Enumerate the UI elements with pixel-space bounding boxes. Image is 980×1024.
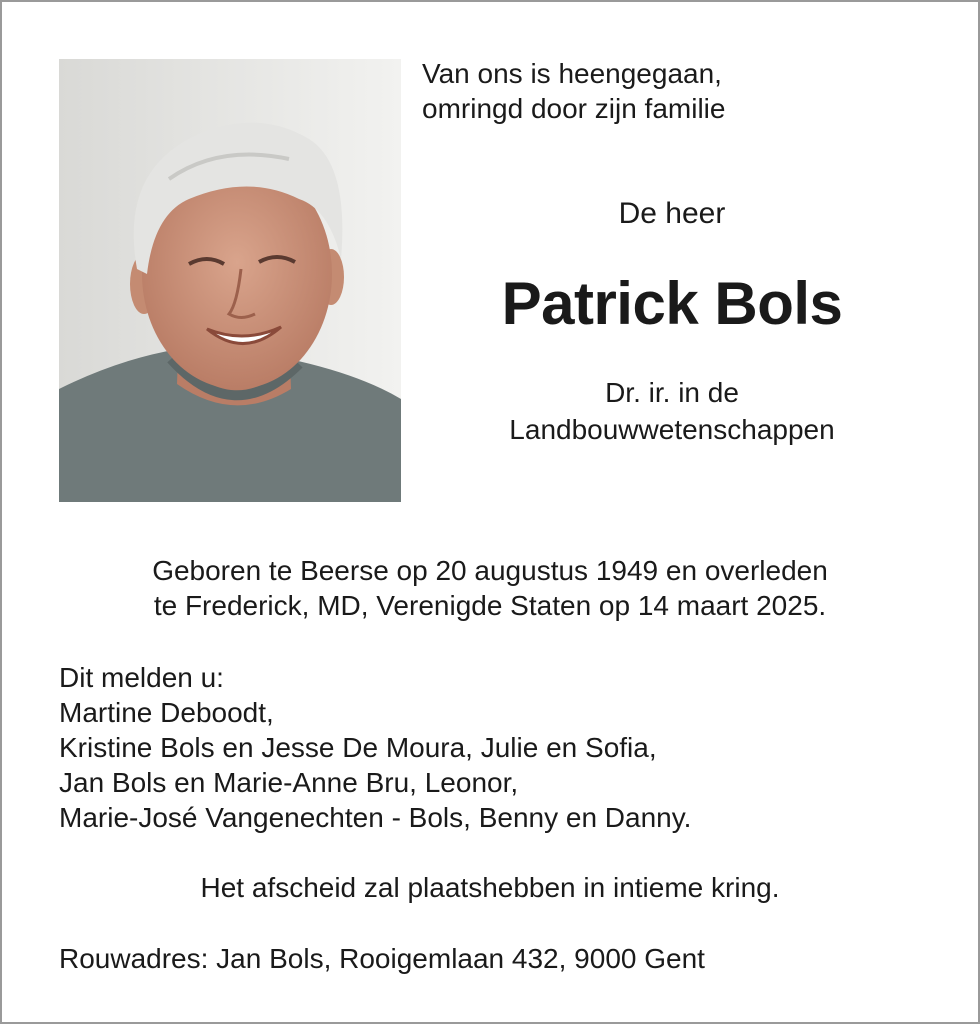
intro-text xyxy=(422,56,725,126)
intro-line: Van ons is heengegaan, xyxy=(422,58,722,89)
title-line: Landbouwwetenschappen xyxy=(509,414,835,445)
family-heading: Dit melden u: xyxy=(59,662,224,693)
academic-title xyxy=(422,374,922,448)
farewell-notice: Het afscheid zal plaatshebben in intieme kring. xyxy=(200,872,780,903)
family-member: Jan Bols en Marie-Anne Bru, Leonor, xyxy=(59,767,519,798)
title-line: Dr. ir. in de xyxy=(605,377,739,408)
family-list xyxy=(59,660,691,835)
born-line: te Frederick, MD, Verenigde Staten op 14 maart 2025. xyxy=(153,590,827,621)
mourning-address: Rouwadres: Jan Bols, Rooigemlaan 432, 9000 Gent xyxy=(59,943,705,974)
portrait-photo xyxy=(59,59,401,502)
family-member: Martine Deboodt, xyxy=(59,697,274,728)
family-member: Marie-José Vangenechten - Bols, Benny en Danny. xyxy=(59,802,692,833)
deceased-name: Patrick Bols xyxy=(501,270,843,337)
family-member: Kristine Bols en Jesse De Moura, Julie en Sofia, xyxy=(59,732,657,763)
birth-death-statement xyxy=(40,553,940,623)
intro-line: omringd door zijn familie xyxy=(422,93,726,124)
salutation: De heer xyxy=(618,197,726,230)
born-line: Geboren te Beerse op 20 augustus 1949 en overleden xyxy=(152,555,828,586)
